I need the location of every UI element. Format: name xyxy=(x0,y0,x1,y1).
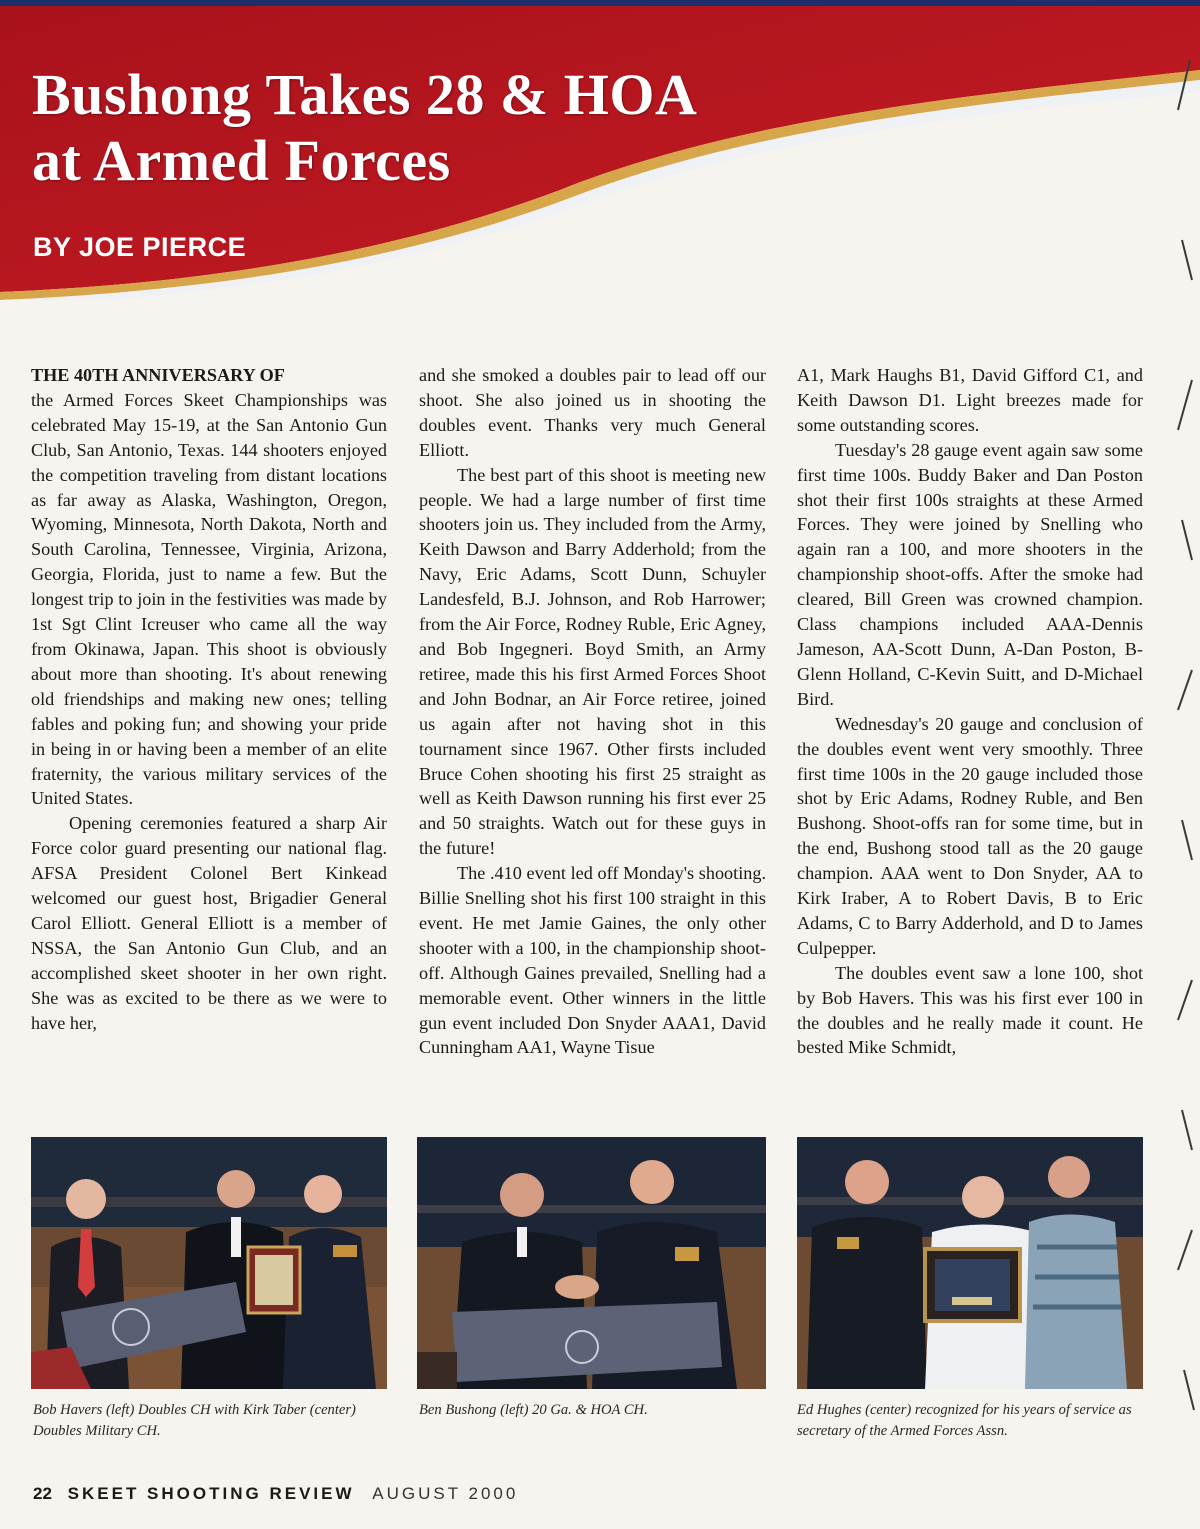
photo-caption: Ed Hughes (center) recognized for his years of service as secretary of the Armed Forces Assn. xyxy=(797,1402,1132,1439)
issue-date: AUGUST 2000 xyxy=(372,1484,519,1503)
paragraph: The .410 event led off Monday's shooting. Billie Snelling shot his first 100 straight in this event. He met Jamie Gaines, the only other shooter with a 100, in the championship shoot-off. Although Gaines prevailed, Snelling had a memorable event. Other winners in the little gun event included Don Snyder AAA1, David Cunningham AA1, Wayne Tisue xyxy=(419,863,766,1058)
paragraph: The doubles event saw a lone 100, shot by Bob Havers. This was his first ever 100 in the doubles and he really made it count. He bested Mike Schmidt, xyxy=(797,962,1143,1058)
body-column-2 xyxy=(419,363,766,1121)
headline xyxy=(32,62,697,194)
paragraph-text: the Armed Forces Skeet Championships was celebrated May 15-19, at the San Antonio Gun Club, San Antonio, Texas. 144 shooters enjoyed the competition traveling from distant locations as far away as Alaska, Washington, Oregon, Wyoming, Minnesota, North Dakota, North and South Carolina, Tennessee, Virginia, Arizona, Georgia, Florida, just to name a few. But the longest trip to join in the festivities was made by 1st Sgt Clint Icreuser who came all the way from Okinawa, Japan. This shoot is obviously about more than shooting. It's about renewing old friendships and making new ones; telling fables and poking fun; and showing your pride in being in or having been a member of an elite fraternity, the various military services of the United States. xyxy=(31,389,387,809)
paragraph: and she smoked a doubles pair to lead off our shoot. She also joined us in shooting the doubles event. Thanks very much General Elliott. xyxy=(419,365,766,460)
magazine-name: SKEET SHOOTING REVIEW xyxy=(67,1484,355,1503)
byline: BY JOE PIERCE xyxy=(33,232,247,262)
headline-line-1: Bushong Takes 28 & HOA xyxy=(32,62,698,127)
page-number: 22 xyxy=(33,1484,52,1503)
paragraph: A1, Mark Haughs B1, David Gifford C1, and Keith Dawson D1. Light breezes made for some outstanding scores. xyxy=(797,365,1143,435)
photo-secretary-recognition xyxy=(797,1137,1143,1389)
page-edge-marks xyxy=(1168,60,1200,1460)
photo-20-gauge-hoa-champion xyxy=(417,1137,766,1389)
paragraph: Opening ceremonies featured a sharp Air Force color guard presenting our national flag. AFSA President Colonel Bert Kinkead welcomed our guest host, Brigadier General Carol Elliott. General Elliott is a member of NSSA, the San Antonio Gun Club, and an accomplished skeet shooter in her own right. She was as excited to be there as we were to have her, xyxy=(31,813,387,1033)
page-footer xyxy=(33,1484,518,1504)
title-banner xyxy=(0,0,1200,300)
body-column-1 xyxy=(31,363,387,1121)
paragraph: Tuesday's 28 gauge event again saw some first time 100s. Buddy Baker and Dan Poston shot their first 100s straights at these Armed Forces. They were joined by Snelling who again ran a 100, and more shooters in the championship shoot-offs. After the smoke had cleared, Bill Green was crowned champion. Class champions included AAA-Dennis Jameson, AA-Scott Dunn, A-Dan Poston, B-Glenn Holland, C-Kevin Suitt, and D-Michael Bird. xyxy=(797,439,1143,709)
lead-in: THE 40TH ANNIVERSARY OF xyxy=(31,365,285,385)
paragraph: Wednesday's 20 gauge and conclusion of the doubles event went very smoothly. Three first time 100s in the 20 gauge included those shot by Eric Adams, Rodney Ruble, and Ben Bushong. Shoot-offs ran for some time, but in the end, Bushong stood tall as the 20 gauge champion. AAA went to Don Snyder, AA to Kirk Iraber, A to Robert Davis, B to Eric Adams, C to Barry Adderhold, and D to James Culpepper. xyxy=(797,713,1143,958)
body-column-3 xyxy=(797,363,1143,1121)
headline-line-2: at Armed Forces xyxy=(32,128,451,193)
photo-caption: Ben Bushong (left) 20 Ga. & HOA CH. xyxy=(419,1402,648,1418)
photo-caption: Bob Havers (left) Doubles CH with Kirk Taber (center) Doubles Military CH. xyxy=(33,1402,356,1439)
paragraph xyxy=(31,363,387,811)
paragraph: The best part of this shoot is meeting new people. We had a large number of first time shooters join us. They included from the Army, Keith Dawson and Barry Adderhold; from the Navy, Eric Adams, Scott Dunn, Schuyler Landesfeld, B.J. Johnson, and Rob Harrower; from the Air Force, Rodney Ruble, Eric Agney, and Bob Ingegneri. Boyd Smith, an Army retiree, made this his first Armed Forces Shoot and John Bodnar, an Air Force retiree, joined us again after not having shot in this tournament since 1967. Other firsts included Bruce Cohen shooting his first 25 straight as well as Keith Dawson running his first ever 25 and 50 straights. Watch out for these guys in the future! xyxy=(419,464,766,859)
photo-doubles-champions xyxy=(31,1137,387,1389)
